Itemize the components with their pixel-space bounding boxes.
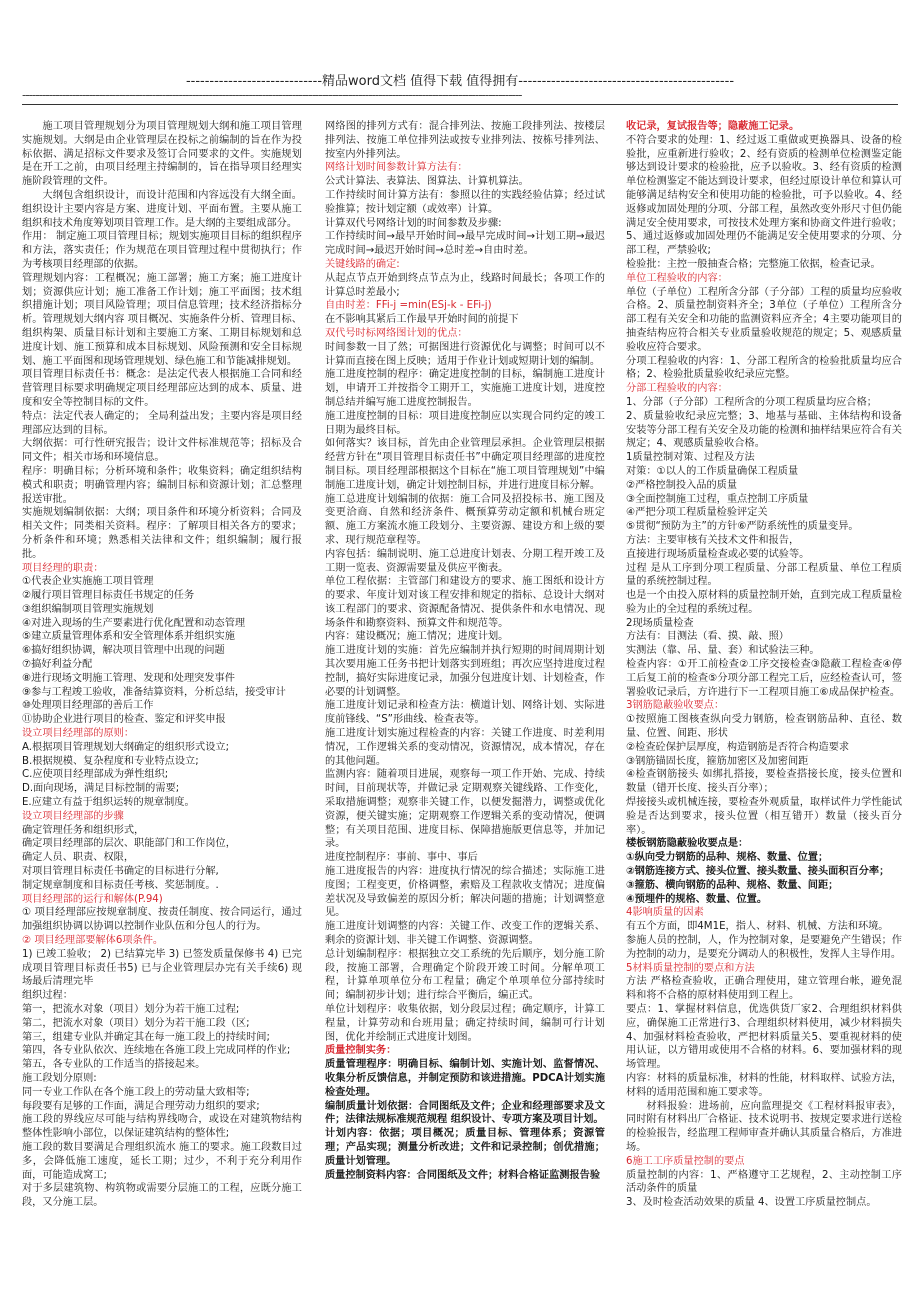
- col1-paragraph: 每段要有足够的工作面，满足合理劳动力组织的要求;: [22, 1100, 260, 1112]
- col1-paragraph: 程序：明确目标；分析环境和条件；收集资料；确定组织结构模式和职责；明确管理内容；编制目标和资源计划；汇总整理报送审批。: [22, 465, 302, 505]
- col2-paragraph: 施工进度计划调整的内容：关键工作、改变工作的逻辑关系、剩余的资源计划、非关键工作调整、资源调整。: [325, 921, 605, 947]
- col3-paragraph: 方法 严格检查验收，正确合理使用，建立管理台帐，避免混料和将不合格的原材料使用到工程上。: [626, 976, 902, 1002]
- col2-paragraph: 从起点节点开始到终点节点为止，线路时间最长；各项工作的计算总时差最小;: [325, 272, 605, 298]
- col3-paragraph: 内容：材料的质量标准，材料的性能，材料取样、试验方法，材料的适用范围和施工要求等。: [626, 1072, 902, 1098]
- col3-paragraph: ①纵向受力钢筋的品种、规格、数量、位置；: [626, 852, 829, 864]
- col1-paragraph: 制定规章制度和目标责任考核、奖惩制度。.: [22, 879, 219, 891]
- col3-paragraph: ④预埋件的规格、数量、位置。: [626, 893, 768, 905]
- col1-paragraph: 作用： 制定施工项目管理目标；规划实施项目目标的组织程序和方法，落实责任；作为规范在项目管理过程中贯彻执行；作为考核项目经理部的依据。: [22, 231, 302, 270]
- col1-paragraph: B.根据规模、复杂程度和专业特点设立;: [22, 755, 199, 767]
- col3-paragraph: 4影响质量的因素: [626, 907, 704, 919]
- col3-paragraph: 材料报验：进场前，应向监理提交《工程材料报审表》，同时附有材料出厂合格证、技术说明书、按规定要求进行送检的检验报告，经监理工程师审查并确认其质量合格后，方准进场。: [626, 1100, 902, 1153]
- col2-paragraph: 总计划编制程序：根据独立交工系统的先后顺序，划分施工阶段，按施工部署，合理确定个阶段开竣工时间。分解单项工程，计算单项单位分布工程量；确定个单项单位分部持续时间；编制初步计划；进行综合平衡后，编正式。: [325, 948, 605, 1002]
- col2-paragraph: 网络图的排列方式有：混合排列法、按施工段排列法、按楼层排列法、按施工单位排列法或按专业排列法、按栋号排列法、按室内外排列法。: [325, 121, 605, 160]
- col2-paragraph: 单位计划程序：收集依据，划分段层过程；确定顺序，计算工程量，计算劳动和台班用量；确定持续时间，编制可行计划图，优化并绘制正式进度计划图。: [325, 1004, 605, 1043]
- col3-paragraph: 单位工程验收的内容：: [626, 272, 728, 284]
- col2-paragraph: 施工总进度计划编制的依据：施工合同及招投标书、施工图及变更洽商、自然和经济条件、概预算劳动定额和机械台班定额、施工方案流水施工段划分、主要资源、建设方和上级的要求、现行规范章程等。: [325, 493, 605, 546]
- col3-paragraph: 单位（子单位）工程所含分部（子分部）工程的质量均应验收合格。2、质量控制资料齐全；3单位（子单位）工程所含分部工程有关安全和功能的监测资料应齐全；4主要功能项目的抽查结构应符合相关专业质量验收规范的规定；5、观感质量验收应符合要求。: [626, 286, 902, 353]
- col1-paragraph: 组织过程：: [22, 990, 73, 1002]
- col1-paragraph: A.根据项目管理规划大纲确定的组织形式设立;: [22, 741, 230, 753]
- col3-paragraph: ⑤贯彻“预防为主”的方针⑥严防系统性的质量变异。: [626, 521, 859, 533]
- col1-paragraph: 施工段的数目要满足合理组织流水 施工的要求。施工段数目过多，会降低施工速度，延长工期；过少，不利于充分利用作面，可能造成窝工;: [22, 1141, 302, 1181]
- col2-paragraph: 质量管理程序：明确目标、编制计划、实施计划、监督情况、收集分析反馈信息，并制定预防和该进措施。PDCA计划实施检查处理。: [325, 1059, 605, 1098]
- col3-paragraph: 过程 是从工序到分项工程质量、分部工程质量、单位工程质量的系统控制过程。: [626, 562, 902, 588]
- col1-paragraph: 设立项目经理部的步骤: [22, 810, 124, 822]
- col2-paragraph: 工作持续时间→最早开始时间→最早完成时间→计划工期→最迟完成时间→最迟开始时间→总时差→自由时差。: [325, 231, 605, 257]
- col2-paragraph: 施工进度控制的目标：项目进度控制应以实现合同约定的竣工日期为最终目标。: [325, 410, 605, 436]
- col2-paragraph: 内容包括：编制说明、施工总进度计划表、分期工程开竣工及工期一览表、资源需要量及供应平衡表。: [325, 548, 605, 574]
- col3-paragraph: 要点：1、掌握材料信息，优选供货厂家2、合理组织材料供应，确保施工正常进行3、合理组织材料使用，减少材料损失4、加强材料检查验收，严把材料质量关5、要重视材料的使用认证，以方错用或使用不合格的材料。6、要加强材料的现场管理。: [626, 1004, 902, 1071]
- col2-paragraph: 计划内容：依据；项目概况；质量目标、管理体系；资源管理；产品实现；测量分析改进；文件和记录控制；创优措施；质量计划管理。: [325, 1128, 605, 1167]
- col3-paragraph: 5材料质量控制的要点和方法: [626, 962, 755, 974]
- col1-paragraph: 同一专业工作队在各个施工段上的劳动量大致相等;: [22, 1086, 250, 1098]
- col1-paragraph: 项目经理的职责：: [22, 562, 104, 574]
- col1-paragraph: 项目经理部的运行和解体(P.94): [22, 893, 163, 905]
- col3-paragraph: 质量控制的内容：1、严格遵守工艺规程，2、主动控制工序活动条件的质量: [626, 1169, 902, 1195]
- col3-paragraph: 不符合要求的处理：1、经过返工重做或更换器具、设备的检验批，应重新进行验收；2、经有资质的检测单位检测鉴定能够达到设计要求的检验批，应予以验收。3、经有资质的检测单位检测鉴定不能达到设计要求，但经过原设计单位和算认可能够满足结构安全和使用功能的检验批，可予以验收。4、经返修或加固处理的分项、分部工程，虽然改变外形尺寸但仍能满足安全使用要求，可按技术处理方案和协商文件进行验收；5、通过返修或加固处理仍不能满足安全使用要求的分项、分部工程，严禁验收;: [626, 134, 902, 257]
- col1-paragraph: ⑨参与工程竣工验收，准备结算资料，分析总结，接受审计: [22, 686, 286, 698]
- col2-paragraph: 施工进度控制的程序：确定进度控制的目标，编制施工进度计划，申请开工并按指令工期开工，实施施工进度计划，进度控制总结并编写施工进度控制报告。: [325, 369, 605, 408]
- col2-paragraph: 施工进度计划的实施：首先应编制并执行短期的时间周期计划其次要用施工任务书把计划落实到班组；再次应坚持进度过程控制，搞好实际进度记录，加强分包进度计划、计划检查，作必要的计划调整。: [325, 645, 605, 698]
- col1-paragraph: 施工段的界线应尽可能与结构界线吻合，或设在对建筑物结构整体性影响小部位，以保证建筑结构的整体性;: [22, 1114, 302, 1140]
- col1-paragraph: 第五，各专业队的工作适当的搭接起来。: [22, 1059, 206, 1071]
- col1-paragraph: 大纲包含组织设计，而设计范围和内容远没有大纲全面。组织设计主要内容是方案、进度计划、平面布置。主要从施工组织和技术角度筹划项目管理工作。是大纲的主要组成部分。: [22, 189, 302, 229]
- col1-paragraph: 大纲依据：可行性研究报告；设计文件标准规范等；招标及合同文件；相关市场和环境信息。: [22, 438, 302, 464]
- col2-paragraph: 施工进度计划记录和检查方法：横道计划、网络计划、实际进度前锋线、“S”形曲线、检查表等。: [325, 700, 605, 726]
- col3-paragraph: ③箍筋、横向钢筋的品种、规格、数量、间距；: [626, 879, 839, 891]
- col1-paragraph: 确定项目经理部的层次、职能部门和工作岗位，: [22, 838, 236, 850]
- col3-paragraph: 直接进行现场质量检查或必要的试验等。: [626, 548, 810, 560]
- col3-paragraph: 1质量控制对策、过程及方法: [626, 452, 755, 464]
- col3-paragraph: ①按照施工图核查纵向受力钢筋，检查钢筋品种、直径、数量、位置、间距、形状: [626, 714, 902, 740]
- col1-paragraph: 施工段划分原则:: [22, 1072, 97, 1084]
- col1-paragraph: 实施规划编制依据：大纲；项目条件和环境分析资料；合同及相关文件；同类相关资料。程序：了解项目相关各方的要求；分析条件和环境；熟悉相关法律和文件；组织编制；履行报批。: [22, 507, 302, 560]
- page-header: -----------------------------精品word文档 值得下载 值得拥有----------------------------------------------: [185, 74, 735, 89]
- header-dash-line: ------------------------------------------------------------------------------------------------------------------------------------------------------: [22, 88, 522, 102]
- col3-paragraph: 收记录，复试报告等；隐蔽施工记录。: [626, 121, 800, 132]
- col1-paragraph: ②履行项目管理目标责任书规定的任务: [22, 590, 195, 602]
- col3-paragraph: ②检查砼保护层厚度，构造钢筋是否符合构造要求: [626, 741, 850, 753]
- col1-paragraph: ⑪协助企业进行项目的检查、鉴定和评奖申报: [22, 714, 226, 726]
- col2-paragraph: 质量控制资料内容：合同图纸及文件；材料合格证监测报告验: [325, 1169, 601, 1181]
- col2-paragraph: 内容：建设概况；施工情况；进度计划。: [325, 631, 509, 643]
- col1-paragraph: 特点：法定代表人确定的； 全局利益出发；主要内容是项目经理部应达到的目标。: [22, 410, 302, 436]
- col1-paragraph: 确定人员、职责、权限，: [22, 852, 135, 864]
- col1-paragraph: 第一，把流水对象（项目）划分为若干施工过程;: [22, 1004, 240, 1015]
- col3-paragraph: ③钢筋锚固长度，箍筋加密区及加密间距: [626, 755, 809, 767]
- col3-paragraph: 1、分部（子分部）工程所含的分项工程质量均应合格；: [626, 396, 877, 408]
- col2-paragraph: 单位工程依据：主管部门和建设方的要求、施工图纸和设计方的要求、年度计划对该工程安排和规定的指标、总设计大纲对该工程部门的要求、资源配备情况、提供条件和水电情况、现场条件和勘察资料、预算文件和规范等。: [325, 576, 605, 629]
- col3-paragraph: 焊接接头或机械连接，要检查外观质量，取样试件力学性能试验是否达到要求，接头位置（相互错开）数量（接头百分率）。: [626, 797, 902, 836]
- col1-paragraph: ⑦搞好利益分配: [22, 659, 93, 671]
- col1-paragraph: 对项目管理目标责任书确定的目标进行分解,: [22, 866, 219, 878]
- col1-paragraph: ⑤建立质量管理体系和安全管理体系并组织实施: [22, 631, 235, 643]
- col3-paragraph: 3、及时检查活动效果的质量 4、设置工序质量控制点。: [626, 1197, 877, 1209]
- col1-paragraph: ① 项目经理部应按规章制度、按责任制度、按合同运行，通过加强组织协调以协调以控制作业队伍和分包人的行为。: [22, 907, 302, 933]
- col1-paragraph: ④对进入现场的生产要素进行优化配置和动态管理: [22, 617, 246, 629]
- col3-paragraph: 3钢筋隐蔽验收要点：: [626, 700, 725, 712]
- col2-paragraph: 计算双代号网络计划的时间参数及步骤:: [325, 217, 502, 229]
- col1-paragraph: 第四，各专业队依次、连续地在各施工段上完成同样的作业;: [22, 1045, 291, 1057]
- col3-paragraph: 2现场质量检查: [626, 617, 694, 629]
- col1-paragraph: ③组织编制项目管理实施规划: [22, 603, 154, 615]
- col2-paragraph: 网络计划时间参数计算方法有：: [325, 162, 468, 174]
- col2-paragraph: 施工进度计划实施过程检查的内容：关键工作进度、时差利用情况，工作逻辑关系的变动情况，资源情况，成本情况，存在的其他问题。: [325, 728, 605, 767]
- col2-paragraph: 在不影响其紧后工作最早开始时间的前提下: [325, 314, 519, 326]
- col3-paragraph: 参施人员的控制，人，作为控制对象，是要避免产生错误；作为控制的动力，是要充分调动人的积极性，发挥人主导作用。: [626, 935, 902, 960]
- col1-paragraph: 施工项目管理规划分为项目管理规划大纲和施工项目管理实施规划。大纲是由企业管理层在投标之前编制的旨在作为投标依据、满足招标文件要求及签订合同要求的文件。实施规划是在开工之前，由项目经理主持编制的，旨在指导项目经理实施阶段管理的文件。: [22, 121, 302, 188]
- col2-paragraph: 编制质量计划依据：合同图纸及文件；企业和经理部要求及文件；法律法规标准规范规程 组织设计、专项方案及项目计划。: [325, 1100, 605, 1126]
- col1-paragraph: 项目管理目标责任书：概念：是法定代表人根据施工合同和经营管理目标要求明确规定项目经理部应达到的成本、质量、进度和安全等控制目标的文件。: [22, 369, 302, 408]
- col1-paragraph: E.应建立有益于组织运转的规章制度。: [22, 797, 195, 809]
- col3-paragraph: 实测法（靠、吊、量、套）和试验法三种。: [626, 645, 820, 657]
- col3-paragraph: ④严把分项工程质量检验评定关: [626, 507, 768, 519]
- col2-paragraph: 监测内容：随着项目进展，观察每一项工作开始、完成、持续时间，目前现状等，并做记录 定期观察关键线路、工作变化，采取措施调整；观察非关键工作，以便发掘潜力，调整或优化资源，便关键实施；定期观察工作逻辑关系的变动情况，便调整；有关项目范围、进度目标、保障措施版更信息等，并加记录。: [325, 769, 605, 850]
- col3-paragraph: ②钢筋连接方式、接头位置、接头数量、接头面积百分率；: [626, 866, 890, 878]
- col1-paragraph: C.应使项目经理部成为弹性组织;: [22, 769, 169, 781]
- col3-paragraph: 方法有：目测法（看、摸、敲、照）: [626, 631, 789, 643]
- col3-paragraph: 也是一个由投入原材料的质量控制开始，直到完成工程质量检验为止的全过程的系统过程。: [626, 590, 902, 615]
- col3-paragraph: 6施工工序质量控制的要点: [626, 1155, 745, 1167]
- col3-paragraph: 检查内容：①开工前检查②工序交接检查③隐蔽工程检查④停工后复工前的检查⑤分项分部工程完工后，应经检查认可，签署验收记录后，方许进行下一工程项目施工⑥成品保护检查。: [626, 659, 902, 698]
- col3-paragraph: ④检查钢筋接头 如绑扎搭接，要检查搭接长度，接头位置和数量（错开长度、接头百分率）；: [626, 769, 902, 795]
- col1-paragraph: ⑥搞好组织协调，解决项目管理中出现的问题: [22, 645, 225, 657]
- col3-paragraph: 分项工程验收的内容：1、分部工程所含的检验批质量均应合格；2、检验批质量验收纪录应完整。: [626, 355, 902, 381]
- col2-paragraph: 质量控制实务：: [325, 1045, 397, 1057]
- col3-paragraph: ③全面控制施工过程，重点控制工序质量: [626, 493, 809, 505]
- col2-paragraph: 施工进度报告的内容：进度执行情况的综合描述；实际施工进度图；工程变更，价格调整，索赔及工程款收支情况；进度偏差状况及导致偏差的原因分析；解决问题的措施；计划调整意见。: [325, 866, 605, 919]
- col1-paragraph: 设立项目经理部的原则：: [22, 728, 135, 740]
- col2-paragraph: 如何落实？该目标，首先由企业管理层承担。企业管理层根据经营方针在“项目管理目标责任书”中确定项目经理部的进度控制目标。项目经理部根据这个目标在“施工项目管理规划”中编制施工进度计划，确定计划控制目标，并进行进度目标分解。: [325, 438, 605, 491]
- col1-paragraph: 1) 已竣工验收； 2) 已结算完毕 3) 已签发质量保修书 4) 已完成项目管理目标责任书5) 已与企业管理层办完有关手续6) 现场最后清理完毕: [22, 948, 302, 988]
- col1-paragraph: 第三，组建专业队并确定其在每一施工段上的持续时间;: [22, 1031, 270, 1043]
- col3-paragraph: 分部工程验收的内容：: [626, 383, 728, 395]
- col1-paragraph: 对于多层建筑物、构筑物或需要分层施工的工程，应既分施工段，又分施工层。: [22, 1183, 302, 1209]
- col3-paragraph: 2、质量验收纪录应完整；3、地基与基础、主体结构和设备安装等分部工程有关安全及功能的检测和抽样结果应符合有关规定；4、观感质量验收合格。: [626, 410, 902, 450]
- col1-paragraph: ⑩处理项目经理部的善后工作: [22, 700, 154, 712]
- column-left: [22, 120, 302, 1290]
- col1-paragraph: 第二，把流水对象（项目）划分为若干施工段（区;: [22, 1017, 250, 1029]
- col1-paragraph: ①代表企业实施施工项目管理: [22, 576, 154, 588]
- col2-paragraph: 关键线路的确定:: [325, 258, 400, 270]
- col3-paragraph: ②严格控制投入品的质量: [626, 479, 738, 491]
- col2-paragraph: 公式计算法、表算法、图算法、计算机算法。: [325, 176, 529, 188]
- header-rule: [22, 104, 898, 105]
- col2-paragraph: 自由时差：FFi-j =min(ESj-k - EFi-j): [325, 300, 492, 312]
- col1-paragraph: ⑧进行现场文明施工管理、发现和处理突发事件: [22, 672, 235, 684]
- column-right: [626, 120, 902, 1290]
- col3-paragraph: 楼板钢筋隐蔽验收要点是：: [626, 838, 749, 850]
- col1-paragraph: 管理规划内容：工程概况；施工部署；施工方案；施工进度计划；资源供应计划；施工准备工作计划；施工平面图；技术组织措施计划；项目风险管理；项目信息管理；技术经济指标分析。管理规划大纲内容 项目概况、实施条件分析、管理目标、组织构架、质量目标计划和主要施工方案、工期目标规划和总进度计划、施工预算和成本目标规划、风险预测和安全目标规划、施工平面图和现场管理规划、绿色施工和节能减排规划。: [22, 272, 302, 367]
- col1-paragraph: 确定管理任务和组织形式，: [22, 824, 145, 836]
- column-middle: [325, 120, 605, 1290]
- col2-paragraph: 时间参数一目了然；可据图进行资源优化与调整；时间可以不计算而直接在图上反映；适用于作业计划或短期计划的编制。: [325, 341, 605, 367]
- col3-paragraph: 方法：主要审核有关技术文件和报告，: [626, 534, 800, 546]
- col2-paragraph: 进度控制程序：事前、事中、事后: [325, 852, 478, 864]
- col2-paragraph: 双代号时标网络图计划的优点：: [325, 327, 468, 339]
- col2-paragraph: 工作持续时间计算方法有：参照以往的实践经验估算；经过试验推算；按计划定额（或效率）计算。: [325, 189, 605, 215]
- col1-paragraph: ② 项目经理部要解体6项条件。: [22, 935, 164, 947]
- col3-paragraph: 有五个方面，即4M1E，指人、材料、机械、方法和环境。: [626, 921, 889, 933]
- col3-paragraph: 对策：①以人的工作质量确保工程质量: [626, 465, 799, 477]
- col3-paragraph: 检验批：主控一般抽查合格；完整施工依据，检查记录。: [626, 258, 881, 270]
- col1-paragraph: D.面向现场，满足目标控制的需要;: [22, 783, 180, 795]
